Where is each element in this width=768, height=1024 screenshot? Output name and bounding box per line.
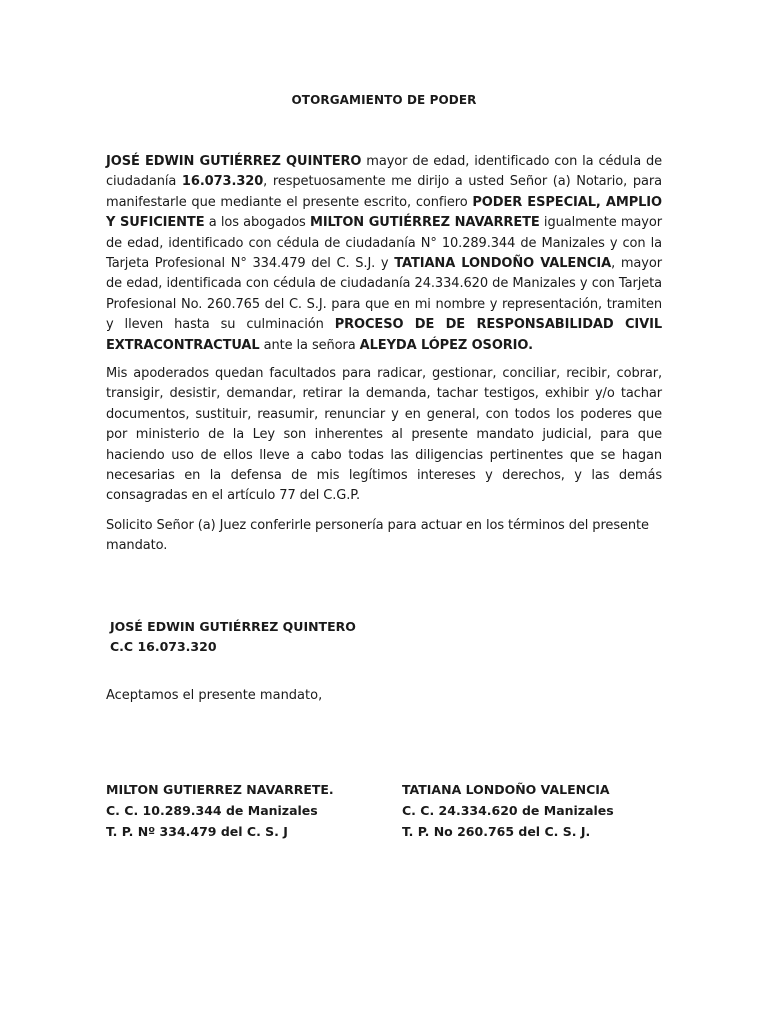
text-span: , respetuosamente me dirijo a usted Señor (a) Notario, para manifestarle que mediante el presente escrito, confiero — [106, 174, 662, 210]
attorney1-id: C. C. 10.289.344 de Manizales — [106, 803, 318, 818]
attorney2-signature-block — [402, 779, 614, 842]
attorney1-name: MILTON GUTIERREZ NAVARRETE. — [106, 782, 334, 797]
text-span: mayor de edad, identificado con la cédula de ciudadanía — [106, 154, 662, 190]
grantor-signature-id: C.C 16.073.320 — [110, 639, 217, 654]
text-span: ante la señora — [259, 337, 360, 353]
paragraph-request: Solicito Señor (a) Juez conferirle personería para actuar en los términos del presente mandato. — [106, 518, 649, 554]
paragraph-powers: Mis apoderados quedan facultados para radicar, gestionar, conciliar, recibir, cobrar, transigir, desistir, demandar, retirar la demanda, tachar testigos, exhibir y/o tachar documentos, sustituir, reasumir, renunciar y en general, con todos los poderes que por ministerio de la Ley son inherentes al presente mandato judicial, para que haciendo uso de ellos lleve a cabo todas las diligencias pertinentes que se hagan necesarias en la defensa de mis legítimos intereses y derechos, y las demás consagradas en el artículo 77 del C.G.P. — [106, 366, 662, 504]
attorney1-signature-block — [106, 779, 334, 842]
counterparty-name: ALEYDA LÓPEZ OSORIO. — [359, 337, 533, 353]
acceptance-text: Aceptamos el presente mandato, — [106, 688, 323, 703]
attorney1-tp: T. P. Nº 334.479 del C. S. J — [106, 824, 288, 839]
power-type: PODER ESPECIAL, AMPLIO Y SUFICIENTE — [106, 194, 662, 231]
attorney2-name-inline: TATIANA LONDOÑO VALENCIA — [394, 256, 612, 272]
process-type: PROCESO DE DE RESPONSABILIDAD CIVIL EXTRACONTRACTUAL — [106, 317, 663, 353]
grantor-signature-name: JOSÉ EDWIN GUTIÉRREZ QUINTERO — [110, 619, 356, 634]
paragraph-grant-of-power — [106, 152, 662, 356]
attorney1-name-inline: MILTON GUTIÉRREZ NAVARRETE — [309, 215, 540, 231]
grantor-name: JOSÉ EDWIN GUTIÉRREZ QUINTERO — [106, 154, 362, 169]
text-span: , mayor de edad, identificada con cédula de ciudadanía 24.334.620 de Manizales y con Tarjeta Profesional No. 260.765 del C. S.J. para que en mi nombre y representación, tramiten y lleven hasta su culminación — [106, 256, 662, 333]
attorney2-tp: T. P. No 260.765 del C. S. J. — [402, 824, 591, 839]
grantor-signature-block — [110, 617, 356, 657]
grantor-id-number: 16.073.320 — [181, 174, 264, 190]
text-span: a los abogados — [204, 215, 310, 231]
text-span: igualmente mayor de edad, identificado con cédula de ciudadanía N° 10.289.344 de Manizales y con la Tarjeta Profesional N° 334.479 del C. S.J. y — [106, 215, 662, 272]
attorney2-id: C. C. 24.334.620 de Manizales — [402, 803, 614, 818]
attorney2-name: TATIANA LONDOÑO VALENCIA — [402, 782, 610, 797]
document-title: OTORGAMIENTO DE PODER — [291, 93, 477, 107]
